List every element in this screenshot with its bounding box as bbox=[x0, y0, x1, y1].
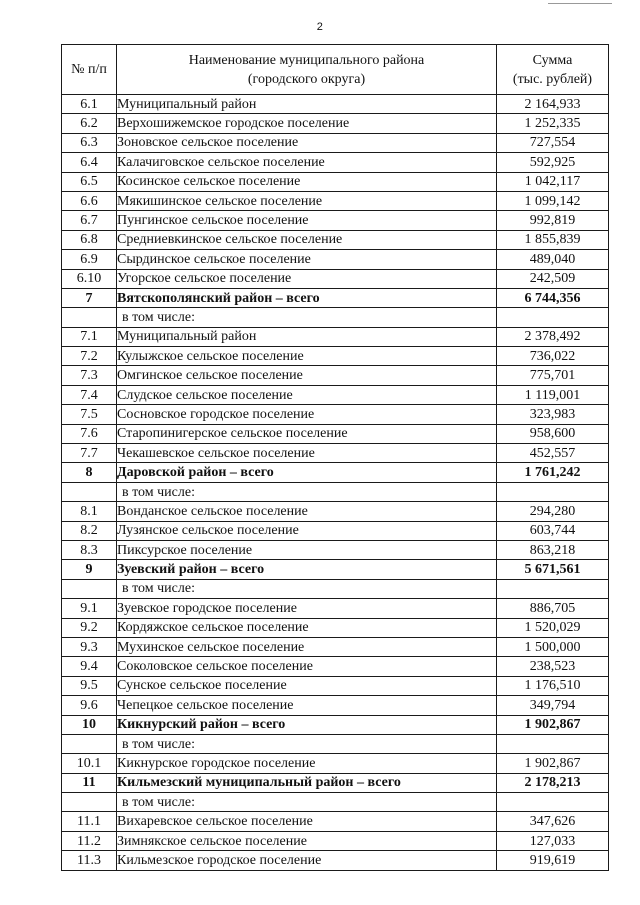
row-name: Сосновское городское поселение bbox=[117, 405, 497, 424]
table-row bbox=[62, 250, 609, 269]
row-name: Вонданское сельское поселение bbox=[117, 502, 497, 521]
row-name: Зимнякское сельское поселение bbox=[117, 831, 497, 850]
row-sum: 919,619 bbox=[497, 851, 609, 870]
row-sum: 5 671,561 bbox=[497, 560, 609, 579]
row-number: 10.1 bbox=[62, 754, 117, 773]
row-name: Кулыжское сельское поселение bbox=[117, 347, 497, 366]
row-number: 8.1 bbox=[62, 502, 117, 521]
row-sum: 294,280 bbox=[497, 502, 609, 521]
header-sum bbox=[497, 45, 609, 95]
row-sum: 603,744 bbox=[497, 521, 609, 540]
row-number: 6.8 bbox=[62, 230, 117, 249]
table-row bbox=[62, 831, 609, 850]
table-body bbox=[62, 95, 609, 871]
table-row bbox=[62, 618, 609, 637]
row-name: Кордяжское сельское поселение bbox=[117, 618, 497, 637]
row-name: Сырдинское сельское поселение bbox=[117, 250, 497, 269]
row-sum: 489,040 bbox=[497, 250, 609, 269]
table-row bbox=[62, 696, 609, 715]
table-row bbox=[62, 444, 609, 463]
row-number: 8.2 bbox=[62, 521, 117, 540]
row-number: 7.7 bbox=[62, 444, 117, 463]
header-name bbox=[117, 45, 497, 95]
table-row bbox=[62, 191, 609, 210]
row-name: Даровской район – всего bbox=[117, 463, 497, 482]
row-number bbox=[62, 308, 117, 327]
row-sum: 2 164,933 bbox=[497, 95, 609, 114]
row-sum: 323,983 bbox=[497, 405, 609, 424]
table-row bbox=[62, 347, 609, 366]
row-number: 8 bbox=[62, 463, 117, 482]
row-sum: 2 378,492 bbox=[497, 327, 609, 346]
table-row bbox=[62, 133, 609, 152]
row-name: Косинское сельское поселение bbox=[117, 172, 497, 191]
row-sum: 1 042,117 bbox=[497, 172, 609, 191]
row-sum: 863,218 bbox=[497, 540, 609, 559]
table-row bbox=[62, 599, 609, 618]
row-name: Омгинское сельское поселение bbox=[117, 366, 497, 385]
table-row bbox=[62, 521, 609, 540]
table-row bbox=[62, 424, 609, 443]
row-sum: 992,819 bbox=[497, 211, 609, 230]
row-sum: 1 500,000 bbox=[497, 637, 609, 656]
row-name: Муниципальный район bbox=[117, 327, 497, 346]
table-header bbox=[62, 45, 609, 95]
table-row-subheading bbox=[62, 793, 609, 812]
row-name: Мякишинское сельское поселение bbox=[117, 191, 497, 210]
row-sum: 452,557 bbox=[497, 444, 609, 463]
row-name: в том числе: bbox=[117, 308, 497, 327]
row-name: Муниципальный район bbox=[117, 95, 497, 114]
row-name: в том числе: bbox=[117, 579, 497, 598]
row-name: Зуевский район – всего bbox=[117, 560, 497, 579]
table-row bbox=[62, 114, 609, 133]
row-sum: 242,509 bbox=[497, 269, 609, 288]
row-name: Сунское сельское поселение bbox=[117, 676, 497, 695]
row-sum bbox=[497, 734, 609, 753]
row-number: 11 bbox=[62, 773, 117, 792]
scan-edge-mark bbox=[548, 3, 612, 4]
row-name: Зоновское сельское поселение bbox=[117, 133, 497, 152]
row-name: Старопинигерское сельское поселение bbox=[117, 424, 497, 443]
header-number bbox=[62, 45, 117, 95]
table-row-subheading bbox=[62, 308, 609, 327]
row-number: 6.5 bbox=[62, 172, 117, 191]
header-name-line1: Наименование муниципального района bbox=[188, 52, 425, 68]
row-sum bbox=[497, 482, 609, 501]
row-name: Чекашевское сельское поселение bbox=[117, 444, 497, 463]
row-number bbox=[62, 793, 117, 812]
row-number: 10 bbox=[62, 715, 117, 734]
table-row bbox=[62, 327, 609, 346]
row-name: Кикнурское городское поселение bbox=[117, 754, 497, 773]
table-row-total bbox=[62, 463, 609, 482]
row-number: 6.3 bbox=[62, 133, 117, 152]
row-sum: 1 902,867 bbox=[497, 754, 609, 773]
row-number: 6.6 bbox=[62, 191, 117, 210]
row-sum: 347,626 bbox=[497, 812, 609, 831]
row-sum: 1 520,029 bbox=[497, 618, 609, 637]
header-name-line2: (городского округа) bbox=[247, 71, 366, 87]
table-row bbox=[62, 366, 609, 385]
budget-distribution-table bbox=[61, 44, 609, 871]
row-sum bbox=[497, 793, 609, 812]
table-row bbox=[62, 172, 609, 191]
row-number: 6.1 bbox=[62, 95, 117, 114]
page-number: 2 bbox=[316, 21, 324, 33]
row-name: Кикнурский район – всего bbox=[117, 715, 497, 734]
row-number: 7.2 bbox=[62, 347, 117, 366]
row-number: 7.4 bbox=[62, 385, 117, 404]
row-name: Лузянское сельское поселение bbox=[117, 521, 497, 540]
table-row-subheading bbox=[62, 482, 609, 501]
table-row-total bbox=[62, 560, 609, 579]
row-name: Угорское сельское поселение bbox=[117, 269, 497, 288]
table-row bbox=[62, 637, 609, 656]
row-name: Верхошижемское городское поселение bbox=[117, 114, 497, 133]
row-name: Кильмезское городское поселение bbox=[117, 851, 497, 870]
header-row bbox=[62, 45, 609, 95]
table-row bbox=[62, 502, 609, 521]
table-row-subheading bbox=[62, 579, 609, 598]
row-number: 6.2 bbox=[62, 114, 117, 133]
row-sum: 1 761,242 bbox=[497, 463, 609, 482]
row-sum: 2 178,213 bbox=[497, 773, 609, 792]
row-number: 9 bbox=[62, 560, 117, 579]
row-number: 9.2 bbox=[62, 618, 117, 637]
row-number: 6.4 bbox=[62, 153, 117, 172]
table-row bbox=[62, 754, 609, 773]
table-row bbox=[62, 153, 609, 172]
row-number: 7.1 bbox=[62, 327, 117, 346]
table-row bbox=[62, 851, 609, 870]
row-sum: 1 099,142 bbox=[497, 191, 609, 210]
table-row-total bbox=[62, 715, 609, 734]
row-sum: 349,794 bbox=[497, 696, 609, 715]
row-number: 9.5 bbox=[62, 676, 117, 695]
row-name: Калачиговское сельское поселение bbox=[117, 153, 497, 172]
table-row bbox=[62, 812, 609, 831]
row-number: 9.3 bbox=[62, 637, 117, 656]
row-name: Соколовское сельское поселение bbox=[117, 657, 497, 676]
row-name: Пиксурское поселение bbox=[117, 540, 497, 559]
row-sum: 886,705 bbox=[497, 599, 609, 618]
table-row bbox=[62, 95, 609, 114]
row-name: Зуевское городское поселение bbox=[117, 599, 497, 618]
row-number: 11.3 bbox=[62, 851, 117, 870]
row-name: в том числе: bbox=[117, 793, 497, 812]
row-name: Кильмезский муниципальный район – всего bbox=[117, 773, 497, 792]
row-sum bbox=[497, 308, 609, 327]
row-sum: 592,925 bbox=[497, 153, 609, 172]
row-sum: 1 119,001 bbox=[497, 385, 609, 404]
table-row bbox=[62, 385, 609, 404]
header-number-label: № п/п bbox=[71, 62, 107, 77]
row-number: 7 bbox=[62, 288, 117, 307]
row-name: в том числе: bbox=[117, 734, 497, 753]
row-name: Чепецкое сельское поселение bbox=[117, 696, 497, 715]
row-sum: 1 902,867 bbox=[497, 715, 609, 734]
table-row-total bbox=[62, 288, 609, 307]
row-sum bbox=[497, 579, 609, 598]
row-sum: 775,701 bbox=[497, 366, 609, 385]
row-number: 9.4 bbox=[62, 657, 117, 676]
row-name: в том числе: bbox=[117, 482, 497, 501]
row-number: 7.5 bbox=[62, 405, 117, 424]
row-number: 6.9 bbox=[62, 250, 117, 269]
row-sum: 6 744,356 bbox=[497, 288, 609, 307]
row-name: Вятскополянский район – всего bbox=[117, 288, 497, 307]
row-number: 8.3 bbox=[62, 540, 117, 559]
row-number: 9.1 bbox=[62, 599, 117, 618]
table-row bbox=[62, 230, 609, 249]
row-number bbox=[62, 734, 117, 753]
row-number: 6.7 bbox=[62, 211, 117, 230]
row-sum: 958,600 bbox=[497, 424, 609, 443]
row-name: Пунгинское сельское поселение bbox=[117, 211, 497, 230]
row-sum: 1 855,839 bbox=[497, 230, 609, 249]
table-row bbox=[62, 676, 609, 695]
row-sum: 727,554 bbox=[497, 133, 609, 152]
row-number: 11.1 bbox=[62, 812, 117, 831]
row-number bbox=[62, 579, 117, 598]
header-sum-line2: (тыс. рублей) bbox=[512, 71, 593, 87]
row-name: Мухинское сельское поселение bbox=[117, 637, 497, 656]
table-row bbox=[62, 657, 609, 676]
table-row bbox=[62, 405, 609, 424]
table-row bbox=[62, 211, 609, 230]
row-name: Средниевкинское сельское поселение bbox=[117, 230, 497, 249]
row-name: Слудское сельское поселение bbox=[117, 385, 497, 404]
row-sum: 127,033 bbox=[497, 831, 609, 850]
row-number: 7.6 bbox=[62, 424, 117, 443]
table-row-subheading bbox=[62, 734, 609, 753]
row-sum: 1 252,335 bbox=[497, 114, 609, 133]
row-number: 11.2 bbox=[62, 831, 117, 850]
row-number bbox=[62, 482, 117, 501]
header-sum-line1: Сумма bbox=[532, 52, 573, 68]
row-sum: 736,022 bbox=[497, 347, 609, 366]
row-name: Вихаревское сельское поселение bbox=[117, 812, 497, 831]
row-number: 9.6 bbox=[62, 696, 117, 715]
row-sum: 1 176,510 bbox=[497, 676, 609, 695]
row-number: 7.3 bbox=[62, 366, 117, 385]
table-row bbox=[62, 540, 609, 559]
row-sum: 238,523 bbox=[497, 657, 609, 676]
table-row bbox=[62, 269, 609, 288]
table-row-total bbox=[62, 773, 609, 792]
row-number: 6.10 bbox=[62, 269, 117, 288]
